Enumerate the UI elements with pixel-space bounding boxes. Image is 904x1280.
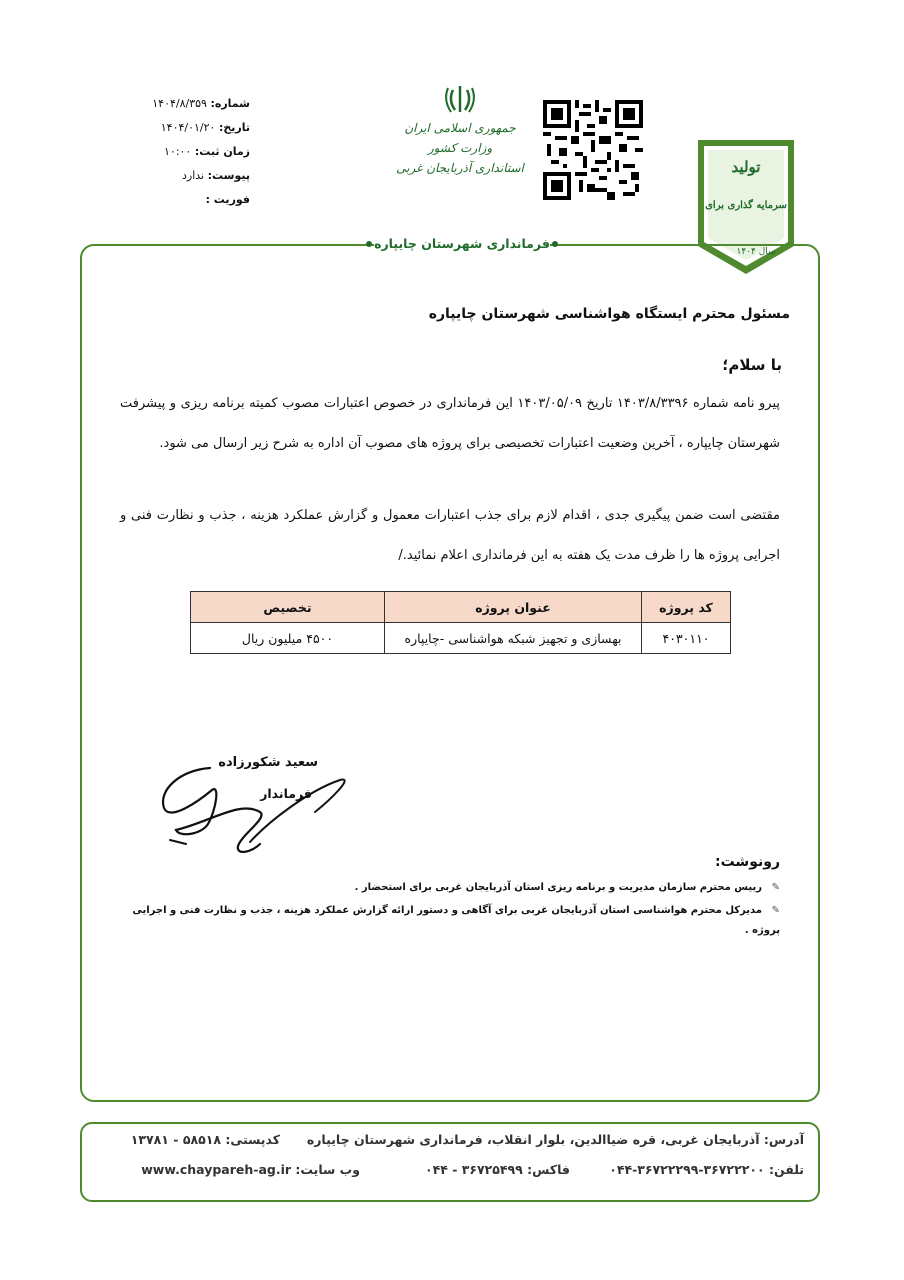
recipient: مسئول محترم ایستگاه هواشناسی شهرستان چایپاره <box>428 306 790 322</box>
footer-fax: فاکس: ۳۶۷۲۵۴۹۹ - ۰۴۴ <box>424 1162 570 1177</box>
registration-time: زمان ثبت: ۱۰:۰۰ <box>164 145 250 158</box>
governorate-title: فرمانداری شهرستان چایپاره <box>374 230 550 258</box>
cc-item: ✎رییس محترم سازمان مدیریت و برنامه ریزی استان آذربایجان غربی برای استحضار . <box>120 878 780 898</box>
pen-icon: ✎ <box>771 882 780 893</box>
greeting: با سلام؛ <box>722 356 782 374</box>
iran-emblem-icon <box>442 84 478 114</box>
governorate-dot-right <box>552 241 558 247</box>
cc-title: رونوشت: <box>715 854 780 870</box>
governorate-dot-left <box>366 241 372 247</box>
letter-metadata <box>120 92 250 212</box>
cell-allocation: ۴۵۰۰ میلیون ریال <box>191 623 385 654</box>
badge-line-3: سال ۱۴۰۴ <box>736 247 776 257</box>
signatory-title: فرماندار <box>260 786 312 801</box>
signatory-name: سعید شکورزاده <box>218 755 318 770</box>
footer-phone: تلفن: ۳۶۷۲۲۲۰۰-۳۶۷۲۲۲۹۹-۰۴۴ <box>609 1162 804 1177</box>
table-row <box>191 623 731 654</box>
emblem-line-3: استانداری آذربایجان غربی <box>396 161 524 175</box>
table-header-row <box>191 592 731 623</box>
emblem-line-1: جمهوری اسلامی ایران <box>404 121 516 135</box>
letter-date: تاریخ: ۱۴۰۴/۰۱/۲۰ <box>160 121 250 134</box>
urgency: فوریت : <box>205 193 250 206</box>
footer-website <box>120 1162 360 1177</box>
cc-item: ✎مدیرکل محترم هواشناسی استان آذربایجان غربی برای آگاهی و دستور ارائه گزارش عملکرد هزینه ، جذب و نظارت فنی و اجرایی پروژه . <box>120 901 780 941</box>
header-project-title: عنوان پروژه <box>385 592 642 623</box>
badge-line-1: تولید <box>731 158 761 176</box>
handwritten-signature <box>150 760 365 865</box>
government-emblem <box>380 84 540 178</box>
cell-project-title: بهسازی و تجهیز شبکه هواشناسی -چایپاره <box>385 623 642 654</box>
badge-line-2: سرمایه گذاری برای <box>705 200 787 211</box>
allocation-table <box>190 591 731 654</box>
paragraph-2: مقتضی است ضمن پیگیری جدی ، اقدام لازم برای جذب اعتبارات معمول و گزارش عملکرد هزینه ، جذب و نظارت فنی و اجرایی پروژه ها را ظرف مدت یک هفته به این فرمانداری اعلام نمائید./ <box>120 508 780 563</box>
cell-project-code: ۴۰۳۰۱۱۰ <box>642 623 731 654</box>
header-allocation: تخصیص <box>191 592 385 623</box>
qr-code <box>543 100 643 200</box>
footer-address: آدرس: آذربایجان غربی، قره ضیاالدین، بلوار انقلاب، فرمانداری شهرستان چایپاره <box>306 1132 804 1147</box>
attachment: پیوست: ندارد <box>182 169 250 182</box>
emblem-line-2: وزارت کشور <box>427 141 493 155</box>
header-project-code: کد پروژه <box>642 592 731 623</box>
letter-number: شماره: ۱۴۰۴/۸/۳۵۹ <box>152 97 250 110</box>
pen-icon: ✎ <box>771 905 780 916</box>
website-link[interactable]: www.chaypareh-ag.ir <box>141 1162 292 1177</box>
website-label: وب سایت: <box>295 1162 360 1177</box>
footer-postal-code: کدپستی: ۵۸۵۱۸ - ۱۳۷۸۱ <box>130 1132 280 1147</box>
paragraph-1: پیرو نامه شماره ۱۴۰۳/۸/۳۳۹۶ تاریخ ۱۴۰۳/۰۵/۰۹ این فرمانداری در خصوص اعتبارات مصوب کمیته برنامه ریزی و پیشرفت شهرستان چایپاره ، آخرین وضعیت اعتبارات تخصیصی برای پروژه های مصوب آن اداره به شرح زیر ارسال می شود. <box>120 396 781 451</box>
